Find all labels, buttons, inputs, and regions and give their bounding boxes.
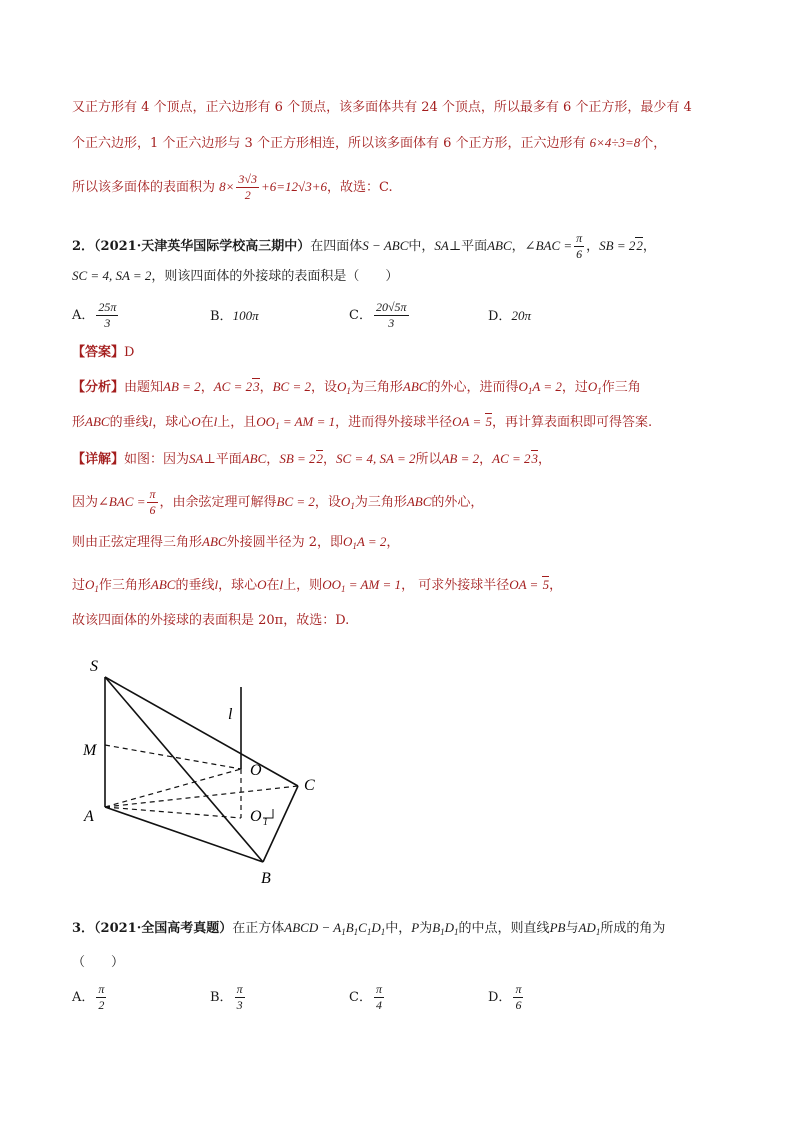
q2-detail-line-4: 过$O_1$作三角形ABC的垂线l，球心O在l上，则$OO_1$ = AM = 1， 可求外接球半径OA = 5， [72,577,563,594]
label-l: l [228,706,233,723]
q3-choice-b[interactable]: B． $\frac{\pi}{3}$ [210,982,243,1012]
q2-analysis-line-2: 形ABC的垂线l，球心O在l上，且$OO_1$ = AM = 1，进而得外接球半径OA = 5，再计算表面积即可得答案. [72,414,653,431]
q3-choice-a[interactable]: A． $\frac{\pi}{2}$ [72,982,105,1012]
q2-choice-b[interactable]: B．100π [210,308,259,324]
q3-stem-line-2: （ ） [72,955,125,970]
label-b: B [261,870,271,887]
q3-choice-d[interactable]: D． $\frac{\pi}{6}$ [488,982,522,1012]
label-c: C [304,777,315,794]
label-a: A [84,808,94,825]
q2-stem-line-1: 2．（2021·天津英华国际学校高三期中）在四面体S − ABC中，SA⊥平面ABC，∠BAC = $\frac{\pi}{6}$ ，SB = 22， [72,231,656,261]
q3-stem-line-1: 3．（2021·全国高考真题）在正方体ABCD − $A_1B_1C_1D_1$中，P为$B_1D_1$的中点，则直线PB与$AD_1$所成的角为 [72,920,666,937]
q2-detail-line-3: 则由正弦定理得三角形ABC外接圆半径为 2，即$O_1A = 2$， [72,534,400,551]
label-m: M [83,742,97,759]
q2-choice-a[interactable]: A． $\frac{25\pi}{3}$ [72,300,117,330]
q2-choice-d[interactable]: D．20π [488,308,531,324]
intro-line-2: 个正六边形，1 个正六边形与 3 个正方形相连，所以该多面体有 6 个正方形，正六边形有 6×4÷3=8个， [72,135,667,151]
q3-choice-c[interactable]: C． $\frac{\pi}{4}$ [349,982,382,1012]
q2-answer: 【答案】D [72,345,135,360]
edge-bc [263,786,298,862]
q2-detail-line-5: 故该四面体的外接球的表面积是 20π，故选：D. [72,613,350,628]
dash-ao [105,769,241,807]
label-o1: O [250,808,262,825]
label-o1-sub: 1 [263,817,268,828]
intro-line-1: 又正方形有 4 个顶点，正六边形有 6 个顶点，该多面体共有 24 个顶点，所以最多有 6 个正方形，最少有 4 [72,100,692,115]
intro-line-3: 所以该多面体的表面积为 8× $\frac{3√3}{2}$ +6=12√3+6，故选：C. [72,172,393,202]
label-s: S [90,658,98,675]
q2-stem-line-2: SC = 4, SA = 2，则该四面体的外接球的表面积是（ ） [72,268,399,284]
q2-analysis-line-1: 【分析】由题知AB = 2，AC = 23，BC = 2，设$O_1$为三角形ABC的外心，进而得$O_1A = 2$，过$O_1$作三角 [72,379,641,396]
label-o: O [250,762,262,779]
q2-detail-line-2: 因为∠BAC = $\frac{\pi}{6}$ ，由余弦定理可解得BC = 2，设$O_1$为三角形ABC的外心， [72,487,484,517]
q2-detail-line-1: 【详解】如图：因为SA⊥平面ABC，SB = 22，SC = 4, SA = 2所以AB = 2，AC = 23， [72,451,552,467]
edge-sc [105,677,298,786]
tetrahedron-figure [70,645,330,895]
q2-choice-c[interactable]: C． $\frac{20√5\pi}{3}$ [349,300,407,330]
